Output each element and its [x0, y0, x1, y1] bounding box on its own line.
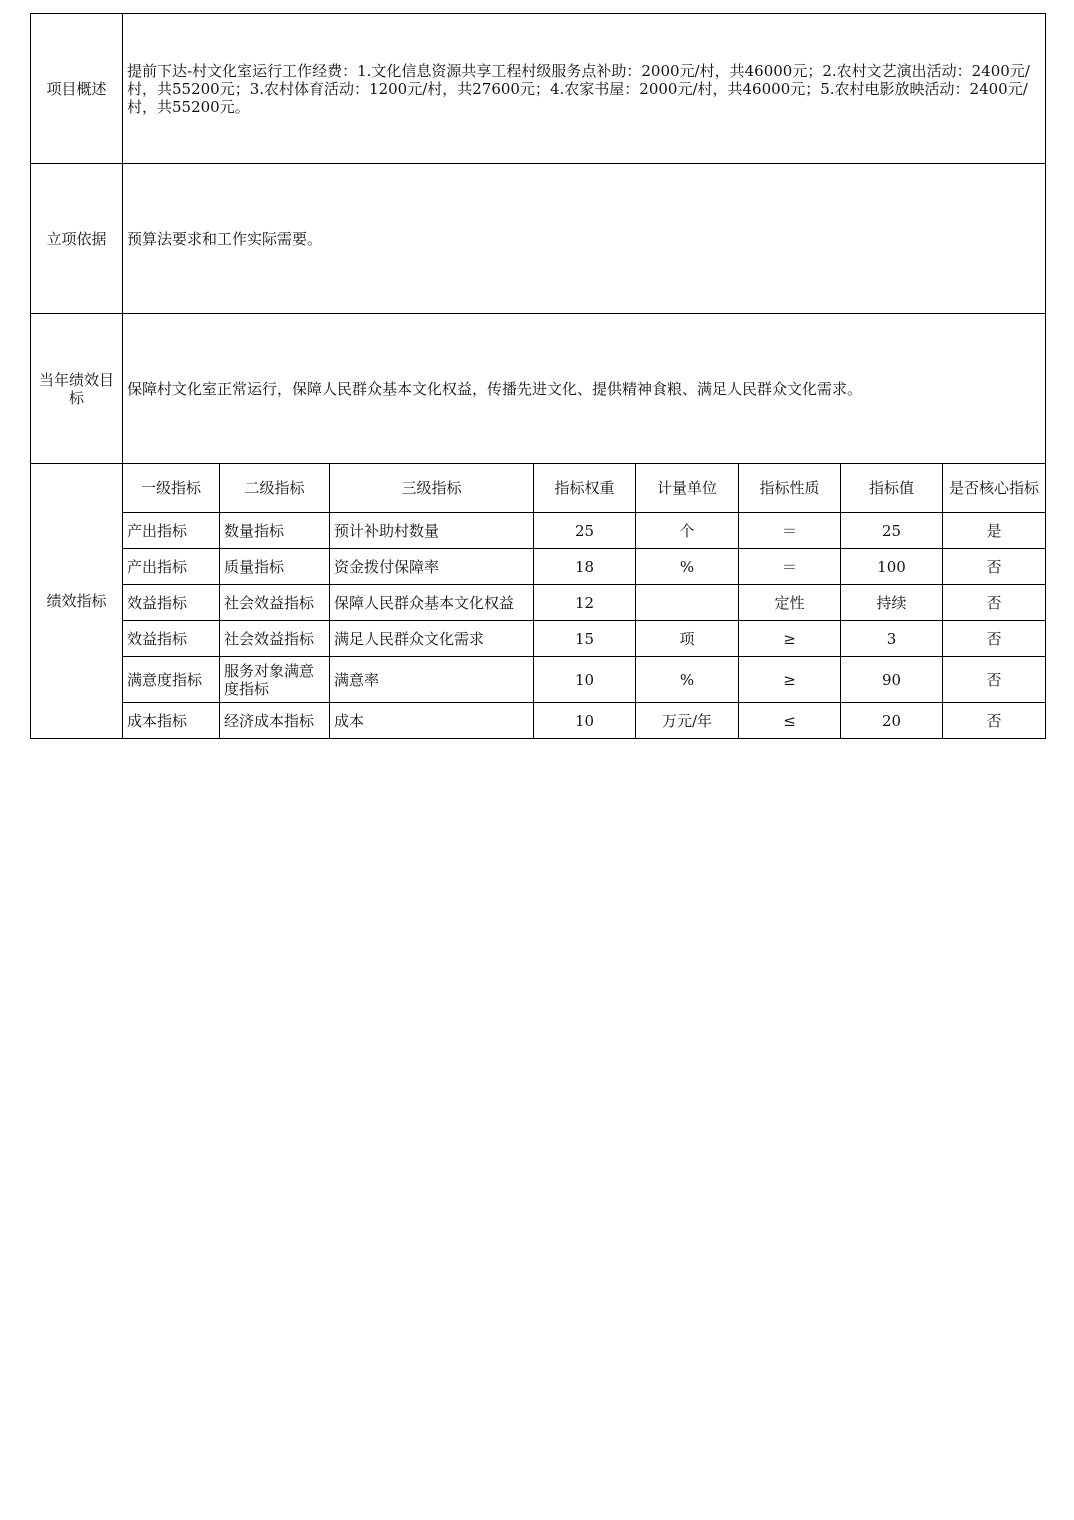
cell-level1: 产出指标: [123, 549, 220, 585]
cell-core: 否: [943, 657, 1046, 703]
header-level2: 二级指标: [220, 464, 330, 513]
cell-level3: 保障人民群众基本文化权益: [330, 585, 534, 621]
table-row: [31, 585, 1046, 621]
cell-nature: 定性: [739, 585, 841, 621]
cell-level1: 满意度指标: [123, 657, 220, 703]
cell-core: 否: [943, 585, 1046, 621]
cell-core: 否: [943, 549, 1046, 585]
cell-value: 100: [841, 549, 943, 585]
header-weight: 指标权重: [534, 464, 636, 513]
cell-nature: ＝: [739, 549, 841, 585]
cell-level1: 效益指标: [123, 621, 220, 657]
cell-weight: 18: [534, 549, 636, 585]
cell-value: 3: [841, 621, 943, 657]
basis-label: 立项依据: [31, 164, 123, 314]
cell-value: 90: [841, 657, 943, 703]
cell-weight: 10: [534, 703, 636, 739]
cell-level1: 产出指标: [123, 513, 220, 549]
cell-nature: ≤: [739, 703, 841, 739]
basis-content: 预算法要求和工作实际需要。: [123, 164, 1046, 314]
cell-level2: 社会效益指标: [220, 585, 330, 621]
cell-level2: 服务对象满意度指标: [220, 657, 330, 703]
cell-weight: 15: [534, 621, 636, 657]
cell-value: 20: [841, 703, 943, 739]
cell-nature: ≥: [739, 621, 841, 657]
table-row: [31, 621, 1046, 657]
overview-row: [31, 14, 1046, 164]
header-unit: 计量单位: [636, 464, 739, 513]
cell-level2: 经济成本指标: [220, 703, 330, 739]
cell-nature: ≥: [739, 657, 841, 703]
cell-weight: 25: [534, 513, 636, 549]
cell-nature: ＝: [739, 513, 841, 549]
cell-level1: 成本指标: [123, 703, 220, 739]
cell-level3: 资金拨付保障率: [330, 549, 534, 585]
header-nature: 指标性质: [739, 464, 841, 513]
goal-content: 保障村文化室正常运行，保障人民群众基本文化权益，传播先进文化、提供精神食粮、满足人民群众文化需求。: [123, 314, 1046, 464]
cell-unit: 项: [636, 621, 739, 657]
cell-level1: 效益指标: [123, 585, 220, 621]
performance-target-table: [30, 13, 1046, 739]
goal-label: 当年绩效目标: [31, 314, 123, 464]
cell-core: 否: [943, 621, 1046, 657]
cell-value: 持续: [841, 585, 943, 621]
cell-level3: 满足人民群众文化需求: [330, 621, 534, 657]
cell-weight: 10: [534, 657, 636, 703]
cell-core: 否: [943, 703, 1046, 739]
cell-level3: 满意率: [330, 657, 534, 703]
table-row: [31, 703, 1046, 739]
cell-core: 是: [943, 513, 1046, 549]
indicator-header-row: [31, 464, 1046, 513]
cell-unit: 万元/年: [636, 703, 739, 739]
cell-level2: 质量指标: [220, 549, 330, 585]
indicators-label: 绩效指标: [31, 464, 123, 739]
goal-row: [31, 314, 1046, 464]
cell-unit: %: [636, 549, 739, 585]
cell-unit: [636, 585, 739, 621]
header-level3: 三级指标: [330, 464, 534, 513]
cell-unit: 个: [636, 513, 739, 549]
overview-label: 项目概述: [31, 14, 123, 164]
table-row: [31, 657, 1046, 703]
cell-weight: 12: [534, 585, 636, 621]
cell-level3: 预计补助村数量: [330, 513, 534, 549]
table-row: [31, 549, 1046, 585]
header-value: 指标值: [841, 464, 943, 513]
cell-level2: 社会效益指标: [220, 621, 330, 657]
overview-content: 提前下达-村文化室运行工作经费：1.文化信息资源共享工程村级服务点补助：2000元/村，共46000元；2.农村文艺演出活动：2400元/村，共55200元；3.农村体育活动：1200元/村，共27600元；4.农家书屋：2000元/村，共46000元；5.农村电影放映活动：2400元/村，共55200元。: [123, 14, 1046, 164]
cell-level3: 成本: [330, 703, 534, 739]
cell-unit: %: [636, 657, 739, 703]
cell-value: 25: [841, 513, 943, 549]
table-row: [31, 513, 1046, 549]
cell-level2: 数量指标: [220, 513, 330, 549]
header-core: 是否核心指标: [943, 464, 1046, 513]
basis-row: [31, 164, 1046, 314]
header-level1: 一级指标: [123, 464, 220, 513]
